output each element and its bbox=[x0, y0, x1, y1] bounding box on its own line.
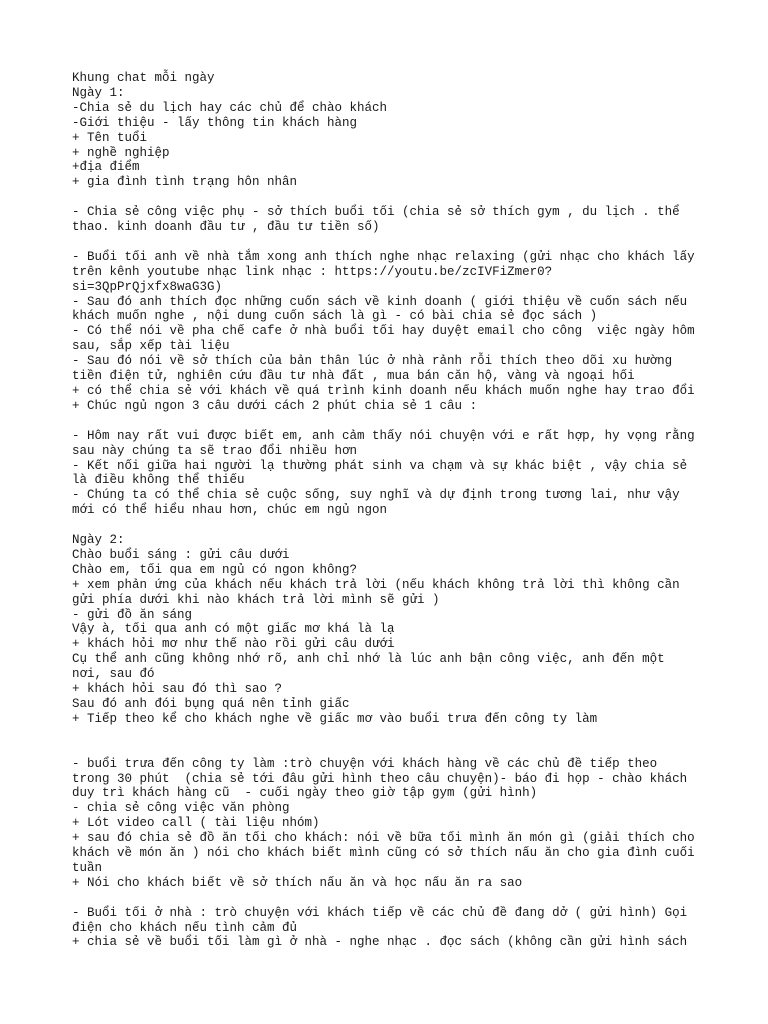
text-line: - Sau đó nói về sở thích của bản thân lúc ở nhà rảnh rỗi thích theo dõi xu hường bbox=[72, 354, 673, 369]
text-line: tuần bbox=[72, 860, 103, 875]
text-line: trong 30 phút (chia sẻ tới đâu gửi hình theo câu chuyện)- báo đi họp - chào khách bbox=[72, 771, 688, 786]
text-line: trên kênh youtube nhạc link nhạc : https://youtu.be/zcIVFiZmer0? bbox=[72, 264, 553, 279]
text-line: duy trì khách hàng cũ - cuối ngày theo giờ tập gym (gửi hình) bbox=[72, 786, 538, 801]
text-line: - Có thể nói về pha chế cafe ở nhà buổi tối hay duyệt email cho công việc ngày hôm bbox=[72, 324, 695, 339]
blank-line bbox=[72, 727, 712, 742]
document-body bbox=[72, 71, 712, 950]
blank-line bbox=[72, 891, 712, 906]
text-line: Cụ thể anh cũng không nhớ rõ, anh chỉ nhớ là lúc anh bận công việc, anh đến một bbox=[72, 652, 665, 667]
text-line: - Buổi tối anh về nhà tắm xong anh thích nghe nhạc relaxing (gửi nhạc cho khách lấy bbox=[72, 249, 695, 264]
text-line: - Sau đó anh thích đọc những cuốn sách về kinh doanh ( giới thiệu về cuốn sách nếu bbox=[72, 294, 688, 309]
text-line: -Giới thiệu - lấy thông tin khách hàng bbox=[72, 115, 358, 130]
blank-line bbox=[72, 414, 712, 429]
text-line: - gửi đồ ăn sáng bbox=[72, 607, 193, 622]
text-line: + Chúc ngủ ngon 3 câu dưới cách 2 phút chia sẻ 1 câu : bbox=[72, 398, 478, 413]
text-line: gửi phía dưới khi nào khách trả lời mình sẽ gửi ) bbox=[72, 592, 440, 607]
blank-line bbox=[72, 235, 712, 250]
text-line: khách muốn nghe , nội dung cuốn sách là gì - có bài chia sẻ đọc sách ) bbox=[72, 309, 598, 324]
text-line: sau này chúng ta sẽ trao đổi nhiều hơn bbox=[72, 443, 358, 458]
text-line: Sau đó anh đói bụng quá nên tỉnh giấc bbox=[72, 697, 350, 711]
blank-line bbox=[72, 518, 712, 533]
text-line: tiền điện tử, nghiên cứu đầu tư nhà đất , mua bán căn hộ, vàng và ngoại hối bbox=[72, 369, 635, 384]
text-line: - Chia sẻ công việc phụ - sở thích buổi tối (chia sẻ sở thích gym , du lịch . thể bbox=[72, 205, 680, 220]
text-line: - Hôm nay rất vui được biết em, anh cảm thấy nói chuyện với e rất hợp, hy vọng rằng bbox=[72, 428, 695, 443]
text-line: + xem phản ứng của khách nếu khách trả lời (nếu khách không trả lời thì không cần bbox=[72, 577, 680, 592]
text-line: - Kết nối giữa hai người lạ thường phát sinh va chạm và sự khác biệt , vậy chia sẻ bbox=[72, 458, 688, 473]
text-line: + sau đó chia sẻ đồ ăn tối cho khách: nói về bữa tối mình ăn món gì (giải thích cho bbox=[72, 831, 695, 846]
text-line: + Nói cho khách biết về sở thích nấu ăn và học nấu ăn ra sao bbox=[72, 875, 523, 890]
text-line: Chào buổi sáng : gửi câu dưới bbox=[72, 547, 290, 562]
text-line: điện cho khách nếu tình cảm đủ bbox=[72, 920, 298, 935]
text-line: khách về món ăn ) nói cho khách biết mình cũng có sở thích nấu ăn cho gia đình cuối bbox=[72, 846, 695, 861]
text-line: sau, sắp xếp tài liệu bbox=[72, 339, 230, 354]
text-line: + Tiếp theo kể cho khách nghe về giấc mơ vào buổi trưa đến công ty làm bbox=[72, 711, 598, 726]
text-line: Khung chat mỗi ngày bbox=[72, 71, 215, 85]
text-line: Vậy à, tối qua anh có một giấc mơ khá là lạ bbox=[72, 622, 395, 637]
text-line: + chia sẻ về buổi tối làm gì ở nhà - nghe nhạc . đọc sách (không cần gửi hình sách bbox=[72, 935, 688, 950]
text-line: thao. kinh doanh đầu tư , đầu tư tiền số) bbox=[72, 220, 380, 235]
text-line: + Tên tuổi bbox=[72, 130, 148, 145]
text-line: -Chia sẻ du lịch hay các chủ để chào khách bbox=[72, 100, 388, 115]
text-line: + gia đình tình trạng hôn nhân bbox=[72, 175, 298, 190]
text-line: là điều không thể thiếu bbox=[72, 473, 245, 488]
text-line: si=3QpPrQjxfx8waG3G) bbox=[72, 279, 223, 294]
text-line: nơi, sau đó bbox=[72, 667, 155, 682]
text-line: - buổi trưa đến công ty làm :trò chuyện với khách hàng về các chủ đề tiếp theo bbox=[72, 756, 658, 771]
text-line: + có thể chia sẻ với khách về quá trình kinh doanh nếu khách muốn nghe hay trao đổi bbox=[72, 384, 695, 398]
text-line: mới có thể hiểu nhau hơn, chúc em ngủ ngon bbox=[72, 503, 388, 518]
text-line: +địa điểm bbox=[72, 160, 140, 175]
text-line: Ngày 2: bbox=[72, 533, 125, 548]
text-line: + nghề nghiệp bbox=[72, 145, 170, 160]
blank-line bbox=[72, 742, 712, 757]
blank-line bbox=[72, 190, 712, 205]
text-line: - Chúng ta có thể chia sẻ cuộc sống, suy nghĩ và dự định trong tương lai, như vậy bbox=[72, 488, 680, 503]
text-line: - chia sẻ công việc văn phòng bbox=[72, 801, 290, 816]
text-line: + Lót video call ( tài liệu nhóm) bbox=[72, 816, 320, 831]
text-line: - Buổi tối ở nhà : trò chuyện với khách tiếp về các chủ đề đang dở ( gửi hình) Gọi bbox=[72, 905, 688, 920]
text-line: Chào em, tối qua em ngủ có ngon không? bbox=[72, 562, 358, 577]
text-line: + khách hỏi mơ như thế nào rồi gửi câu dưới bbox=[72, 637, 395, 652]
text-line: Ngày 1: bbox=[72, 85, 125, 100]
text-line: + khách hỏi sau đó thì sao ? bbox=[72, 682, 283, 697]
